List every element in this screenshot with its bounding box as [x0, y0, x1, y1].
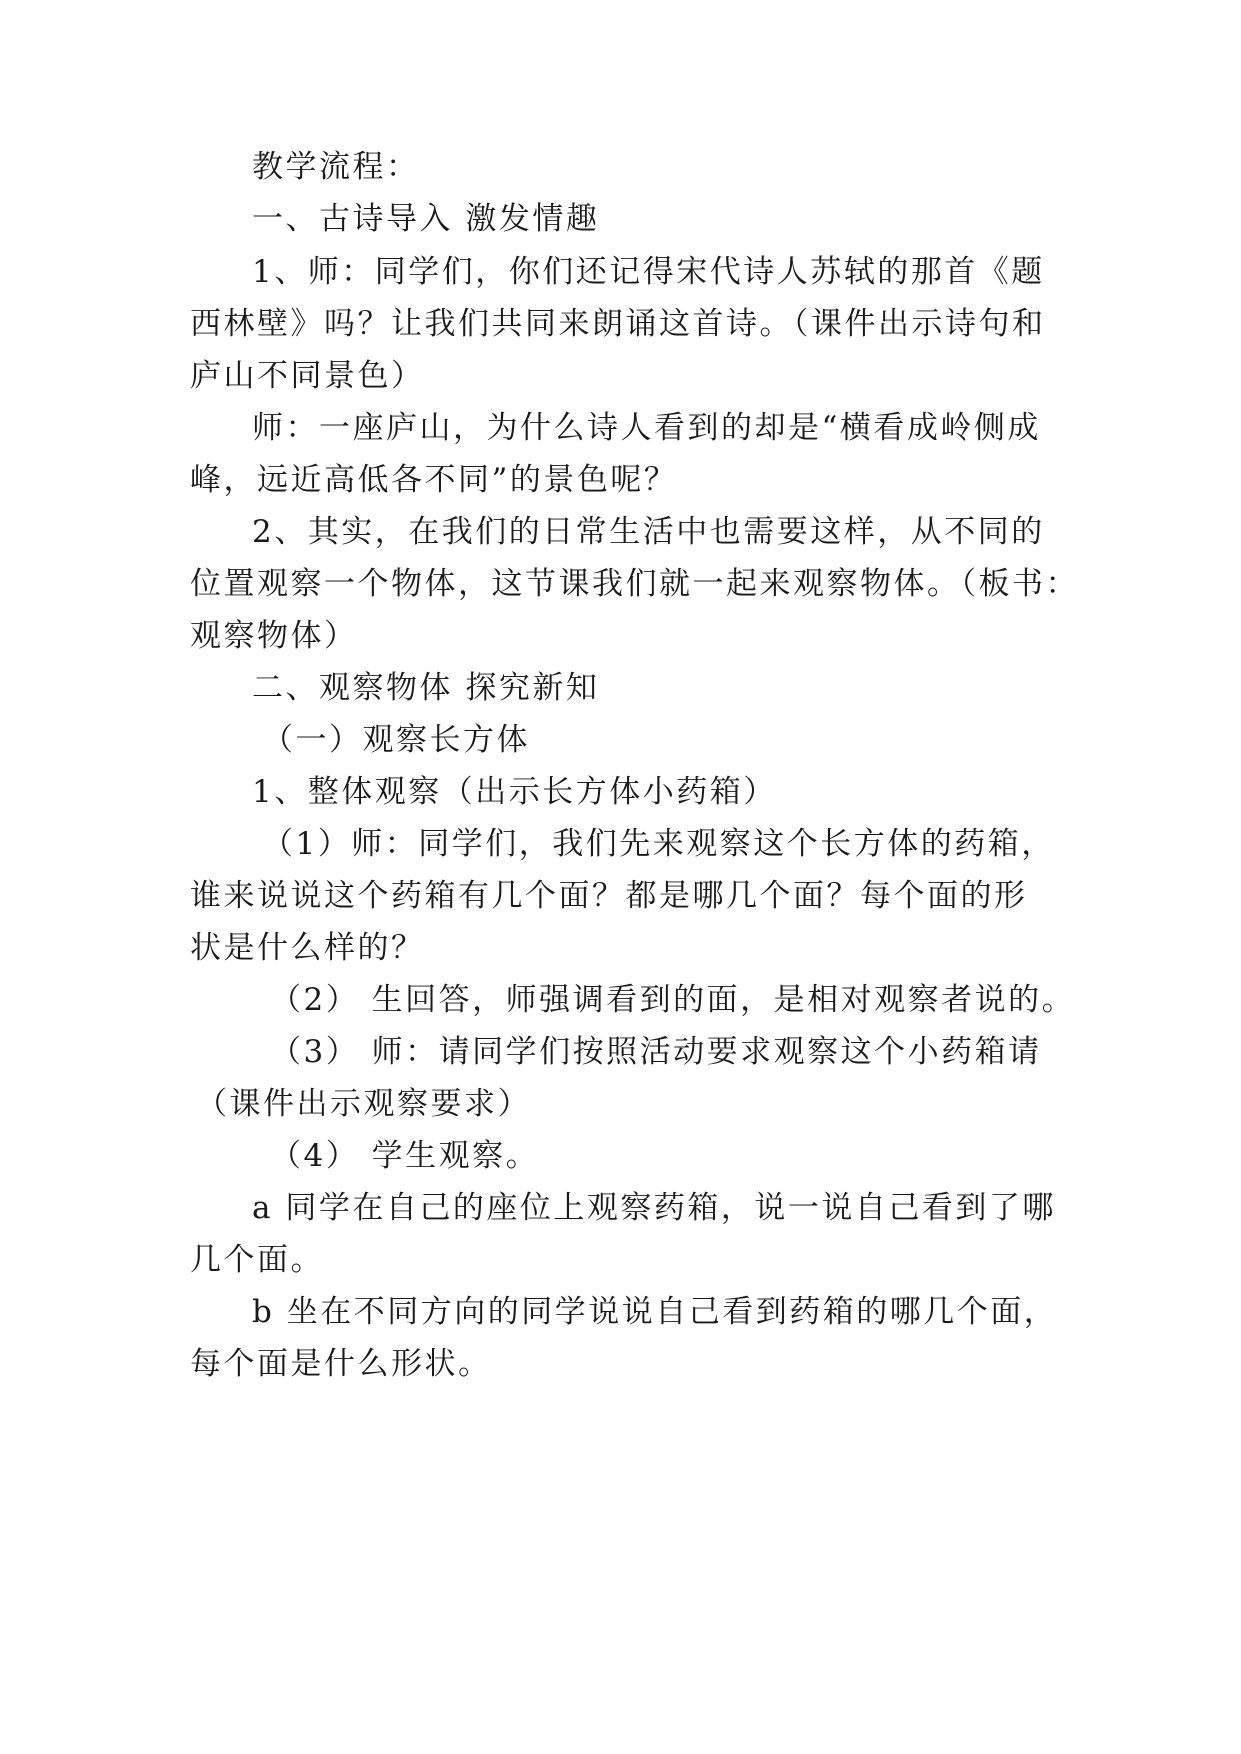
paragraph-line: 西林壁》吗？让我们共同来朗诵这首诗。（课件出示诗句和	[190, 306, 1046, 342]
subsection-heading: （一）观察长方体	[262, 722, 530, 758]
paragraph-line: b 坐在不同方向的同学说说自己看到药箱的哪几个面，	[252, 1294, 1058, 1330]
paragraph-line: 1、师：同学们，你们还记得宋代诗人苏轼的那首《题	[252, 254, 1045, 290]
paragraph-line: 峰，远近高低各不同”的景色呢？	[190, 462, 678, 498]
paragraph-line: 每个面是什么形状。	[190, 1346, 492, 1382]
section-heading-1: 一、古诗导入 激发情趣	[252, 201, 600, 237]
paragraph-line: a 同学在自己的座位上观察药箱，说一说自己看到了哪	[252, 1190, 1056, 1226]
paragraph-line: （3） 师：请同学们按照活动要求观察这个小药箱请	[270, 1034, 1042, 1070]
paragraph-line: （4） 学生观察。	[270, 1138, 540, 1174]
paragraph-line: 谁来说说这个药箱有几个面？都是哪几个面？每个面的形	[190, 878, 1028, 914]
heading-teaching-process: 教学流程：	[252, 149, 420, 185]
paragraph-line: （课件出示观察要求）	[196, 1086, 531, 1122]
paragraph-line: 师：一座庐山，为什么诗人看到的却是“横看成岭侧成	[252, 410, 1041, 446]
paragraph-line: 几个面。	[190, 1242, 324, 1278]
paragraph-line: （2） 生回答，师强调看到的面，是相对观察者说的。	[270, 982, 1076, 1018]
paragraph-line: 庐山不同景色）	[190, 358, 425, 394]
paragraph-line: 状是什么样的？	[190, 930, 425, 966]
paragraph-line: 观察物体）	[190, 618, 358, 654]
paragraph-line: 1、整体观察（出示长方体小药箱）	[252, 774, 777, 810]
paragraph-line: （1）师：同学们，我们先来观察这个长方体的药箱，	[262, 826, 1055, 862]
paragraph-line: 位置观察一个物体，这节课我们就一起来观察物体。（板书：	[190, 566, 1079, 602]
section-heading-2: 二、观察物体 探究新知	[252, 670, 600, 706]
paragraph-line: 2、其实，在我们的日常生活中也需要这样，从不同的	[252, 514, 1045, 550]
